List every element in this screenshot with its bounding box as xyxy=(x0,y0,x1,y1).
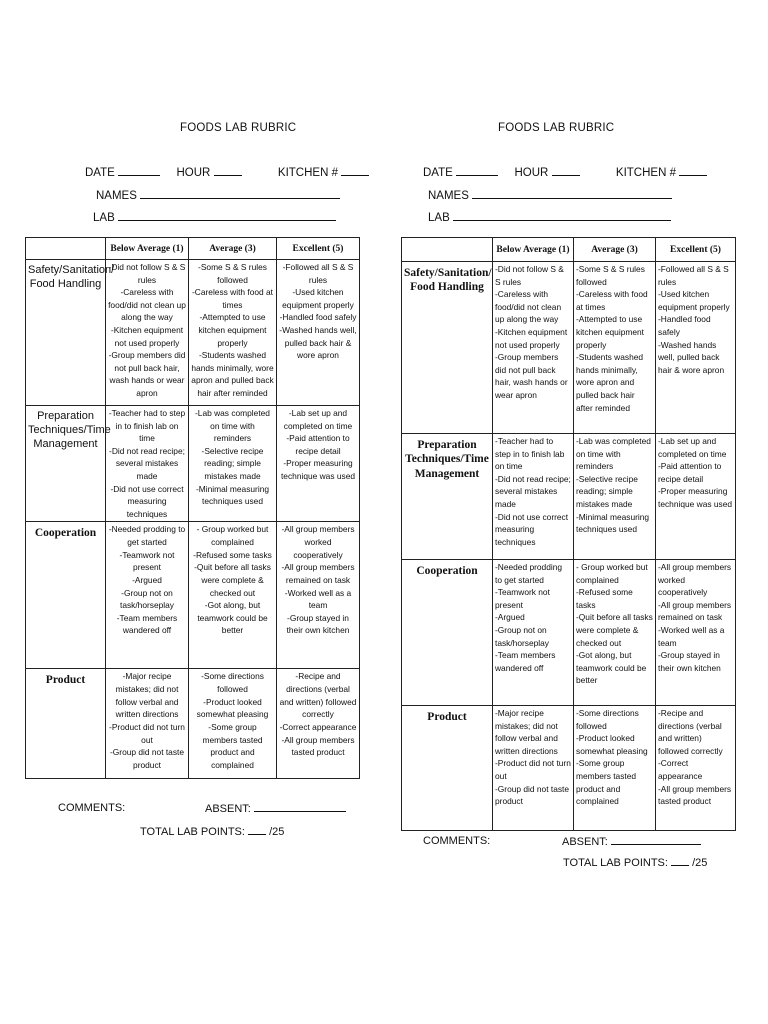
category-label: Safety/Sanitation/ Food Handling xyxy=(402,262,493,434)
column-header xyxy=(402,238,493,262)
header-date-hour-kitchen xyxy=(85,165,369,179)
comments-line xyxy=(423,835,490,847)
date-blank xyxy=(118,165,160,176)
absent-blank xyxy=(254,802,346,812)
absent-label: ABSENT: xyxy=(205,803,251,815)
table-row xyxy=(402,706,736,831)
kitchen-blank xyxy=(341,165,369,176)
column-header xyxy=(26,238,106,260)
header-date-hour-kitchen xyxy=(423,165,707,179)
page-title: FOODS LAB RUBRIC xyxy=(180,122,297,134)
kitchen-blank xyxy=(679,165,707,176)
header-lab xyxy=(93,210,336,224)
below-average-cell: -Teacher had to step in to finish lab on time -Did not read recipe; several mistakes made -Did not use correct measuring techniques xyxy=(106,406,189,522)
total-points-blank xyxy=(248,825,266,835)
table-header-row xyxy=(26,238,360,260)
table-row xyxy=(402,434,736,560)
total-points-label: TOTAL LAB POINTS: xyxy=(140,826,245,838)
kitchen-label: KITCHEN # xyxy=(277,167,338,179)
total-points-suffix: /25 xyxy=(269,826,285,838)
total-points-line xyxy=(140,825,284,838)
total-points-blank xyxy=(671,856,689,866)
comments-label: COMMENTS: xyxy=(58,802,126,814)
excellent-cell: -All group members worked cooperatively -All group members remained on task -Worked well as a team -Group stayed in their own kitchen xyxy=(656,560,736,706)
total-points-label: TOTAL LAB POINTS: xyxy=(563,857,668,869)
average-cell: -Lab was completed on time with reminders -Selective recipe reading; simple mistakes made -Minimal measuring techniques used xyxy=(189,406,277,522)
below-average-cell: -Teacher had to step in to finish lab on time -Did not read recipe; several mistakes made -Did not use correct measuring techniques xyxy=(493,434,574,560)
lab-label: LAB xyxy=(93,212,115,224)
column-header: Below Average (1) xyxy=(106,238,189,260)
excellent-cell: -Lab set up and completed on time -Paid attention to recipe detail -Proper measuring technique was used xyxy=(656,434,736,560)
column-header: Average (3) xyxy=(189,238,277,260)
kitchen-label: KITCHEN # xyxy=(615,167,676,179)
names-label: NAMES xyxy=(96,190,137,202)
table-row xyxy=(26,260,360,406)
category-label: Product xyxy=(402,706,493,831)
category-label: Cooperation xyxy=(402,560,493,706)
absent-blank xyxy=(611,835,701,845)
column-header: Excellent (5) xyxy=(277,238,360,260)
total-points-line xyxy=(563,856,707,869)
absent-line xyxy=(205,802,346,815)
excellent-cell: -Recipe and directions (verbal and written) followed correctly -Correct appearance -All group members tasted product xyxy=(277,669,360,779)
below-average-cell: -Needed prodding to get started -Teamwork not present -Argued -Group not on task/horseplay -Team members wandered off xyxy=(493,560,574,706)
average-cell: - Group worked but complained -Refused some tasks -Quit before all tasks were complete & checked out -Got along, but teamwork could be better xyxy=(574,560,656,706)
rubric-table xyxy=(25,237,360,779)
category-label: Preparation Techniques/Time Management xyxy=(402,434,493,560)
column-header: Below Average (1) xyxy=(493,238,574,262)
average-cell: -Some directions followed -Product looked somewhat pleasing -Some group members tasted product and complained xyxy=(189,669,277,779)
excellent-cell: -Lab set up and completed on time -Paid attention to recipe detail -Proper measuring technique was used xyxy=(277,406,360,522)
table-row xyxy=(26,669,360,779)
lab-blank xyxy=(118,210,336,221)
hour-label: HOUR xyxy=(176,167,211,179)
average-cell: -Some S & S rules followed -Careless with food at times -Attempted to use kitchen equipment properly -Students washed hands minimally, wore apron and pulled back hair after reminded xyxy=(574,262,656,434)
column-header: Average (3) xyxy=(574,238,656,262)
header-names xyxy=(428,188,672,202)
below-average-cell: -Needed prodding to get started -Teamwork not present -Argued -Group not on task/horseplay -Team members wandered off xyxy=(106,522,189,669)
table-header-row xyxy=(402,238,736,262)
table-row xyxy=(402,560,736,706)
comments-line xyxy=(58,802,125,814)
total-points-suffix: /25 xyxy=(692,857,708,869)
lab-label: LAB xyxy=(428,212,450,224)
table-row xyxy=(26,406,360,522)
hour-blank xyxy=(552,165,580,176)
date-label: DATE xyxy=(423,167,453,179)
header-lab xyxy=(428,210,671,224)
excellent-cell: -Recipe and directions (verbal and written) followed correctly -Correct appearance -All group members tasted product xyxy=(656,706,736,831)
table-row xyxy=(402,262,736,434)
average-cell: -Lab was completed on time with reminders -Selective recipe reading; simple mistakes made -Minimal measuring techniques used xyxy=(574,434,656,560)
lab-blank xyxy=(453,210,671,221)
rubric-table xyxy=(401,237,736,831)
page-title: FOODS LAB RUBRIC xyxy=(498,122,615,134)
average-cell: -Some S & S rules followed -Careless with food at times -Attempted to use kitchen equipment properly -Students washed hands minimally, wore apron and pulled back hair after reminded xyxy=(189,260,277,406)
table-row xyxy=(26,522,360,669)
hour-blank xyxy=(214,165,242,176)
absent-line xyxy=(562,835,701,848)
hour-label: HOUR xyxy=(514,167,549,179)
below-average-cell: -Did not follow S & S rules -Careless with food/did not clean up along the way -Kitchen equipment not used properly -Group members did not pull back hair, wash hands or wear apron xyxy=(493,262,574,434)
category-label: Preparation Techniques/Time Management xyxy=(26,406,106,522)
average-cell: - Group worked but complained -Refused some tasks -Quit before all tasks were complete & checked out -Got along, but teamwork could be better xyxy=(189,522,277,669)
absent-label: ABSENT: xyxy=(562,836,608,848)
category-label: Safety/Sanitation/ Food Handling xyxy=(26,260,106,406)
below-average-cell: -Did not follow S & S rules -Careless with food/did not clean up along the way -Kitchen equipment not used properly -Group members did not pull back hair, wash hands or wear apron xyxy=(106,260,189,406)
average-cell: -Some directions followed -Product looked somewhat pleasing -Some group members tasted product and complained xyxy=(574,706,656,831)
names-blank xyxy=(472,188,672,199)
date-blank xyxy=(456,165,498,176)
excellent-cell: -Followed all S & S rules -Used kitchen equipment properly -Handled food safely -Washed hands well, pulled back hair & wore apron xyxy=(656,262,736,434)
header-names xyxy=(96,188,340,202)
category-label: Product xyxy=(26,669,106,779)
below-average-cell: -Major recipe mistakes; did not follow verbal and written directions -Product did not turn out -Group did not taste product xyxy=(493,706,574,831)
names-label: NAMES xyxy=(428,190,469,202)
names-blank xyxy=(140,188,340,199)
column-header: Excellent (5) xyxy=(656,238,736,262)
below-average-cell: -Major recipe mistakes; did not follow verbal and written directions -Product did not turn out -Group did not taste product xyxy=(106,669,189,779)
excellent-cell: -Followed all S & S rules -Used kitchen equipment properly -Handled food safely -Washed hands well, pulled back hair & wore apron xyxy=(277,260,360,406)
date-label: DATE xyxy=(85,167,115,179)
comments-label: COMMENTS: xyxy=(423,835,491,847)
category-label: Cooperation xyxy=(26,522,106,669)
excellent-cell: -All group members worked cooperatively -All group members remained on task -Worked well as a team -Group stayed in their own kitchen xyxy=(277,522,360,669)
